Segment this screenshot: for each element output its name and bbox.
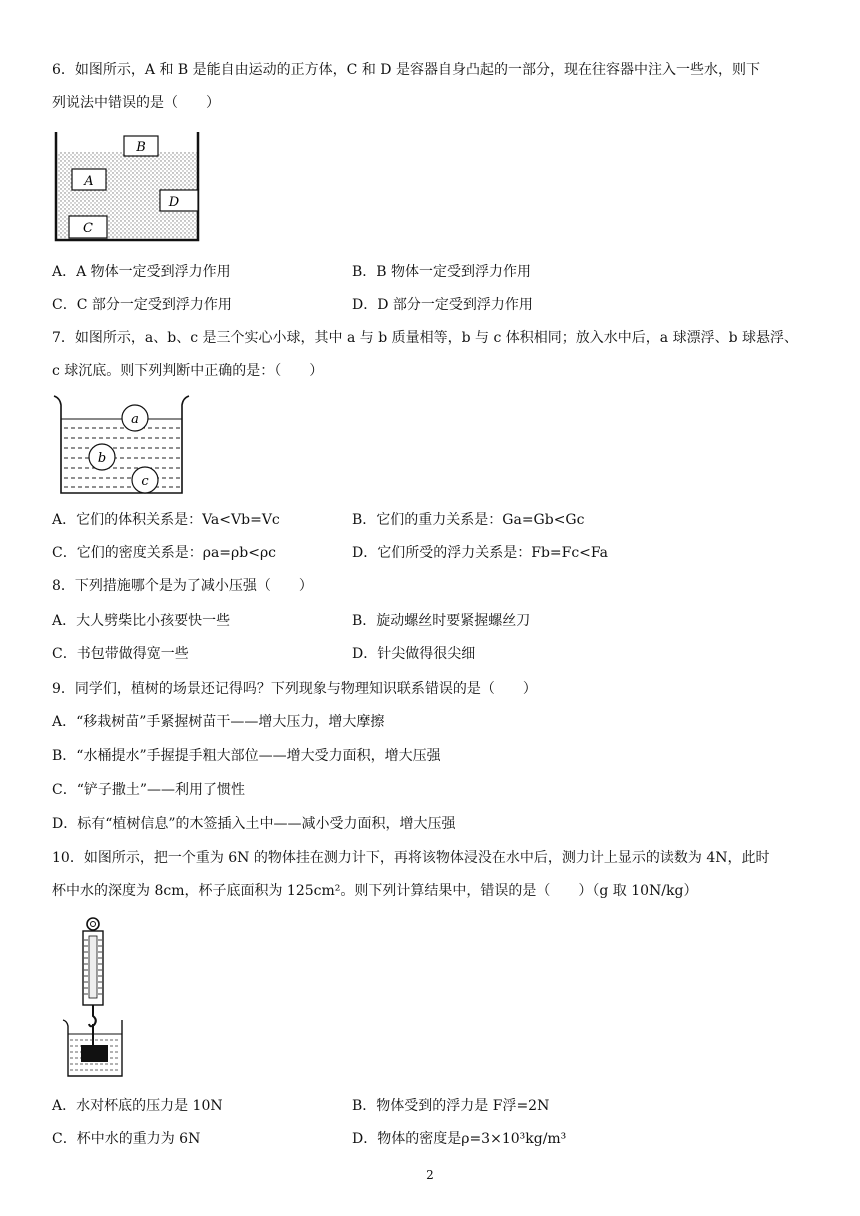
q10-option-a: A．水对杯底的压力是 10N	[52, 1098, 223, 1114]
q8-stem: 8．下列措施哪个是为了减小压强（ ）	[52, 578, 313, 594]
q7-label-b: b	[97, 451, 107, 466]
q10-stem-line2: 杯中水的深度为 8cm，杯子底面积为 125cm²。则下列计算结果中，错误的是（ ）（g 取 10N/kg）	[52, 883, 698, 899]
q6-label-c: C	[83, 221, 93, 236]
q6-option-c: C．C 部分一定受到浮力作用	[52, 297, 232, 313]
q6-stem-line1: 6．如图所示，A 和 B 是能自由运动的正方体，C 和 D 是容器自身凸起的一部分，现在往容器中注入一些水，则下	[52, 62, 760, 78]
q10-stem-line1: 10．如图所示，把一个重为 6N 的物体挂在测力计下，再将该物体浸没在水中后，测力计上显示的读数为 4N，此时	[52, 850, 770, 866]
q8-option-c: C．书包带做得宽一些	[52, 646, 189, 662]
q6-container-figure	[52, 128, 202, 244]
q7-stem-line1: 7．如图所示，a、b、c 是三个实心小球，其中 a 与 b 质量相等，b 与 c 体积相同；放入水中后，a 球漂浮、b 球悬浮、	[52, 330, 798, 346]
q8-option-d: D．针尖做得很尖细	[352, 646, 476, 662]
q6-stem-line2: 列说法中错误的是（ ）	[52, 95, 220, 111]
q9-option-d: D．标有“植树信息”的木签插入土中——减小受力面积，增大压强	[52, 816, 456, 832]
q9-option-c: C．“铲子撒土”——利用了惯性	[52, 782, 246, 798]
q7-option-b: B．它们的重力关系是：Ga=Gb<Gc	[352, 512, 585, 528]
q7-beaker-figure	[52, 393, 192, 499]
q9-stem: 9．同学们，植树的场景还记得吗？下列现象与物理知识联系错误的是（ ）	[52, 681, 537, 697]
q8-option-b: B．旋动螺丝时要紧握螺丝刀	[352, 613, 531, 629]
q7-option-c: C．它们的密度关系是：ρa=ρb<ρc	[52, 545, 277, 561]
q7-option-d: D．它们所受的浮力关系是：Fb=Fc<Fa	[352, 545, 609, 561]
q6-option-a: A．A 物体一定受到浮力作用	[52, 264, 231, 280]
q9-option-a: A．“移栽树苗”手紧握树苗干——增大压力，增大摩擦	[52, 714, 385, 730]
q9-option-b: B．“水桶提水”手握提手粗大部位——增大受力面积，增大压强	[52, 748, 441, 764]
q6-label-a: A	[84, 174, 94, 189]
q7-stem-line2: c 球沉底。则下列判断中正确的是：（ ）	[52, 363, 324, 379]
q10-option-c: C．杯中水的重力为 6N	[52, 1131, 201, 1147]
q8-option-a: A．大人劈柴比小孩要快一些	[52, 613, 231, 629]
q6-option-d: D．D 部分一定受到浮力作用	[352, 297, 533, 313]
q6-label-d: D	[168, 195, 180, 210]
q10-option-b: B．物体受到的浮力是 F浮=2N	[352, 1098, 550, 1114]
q10-spring-scale-figure	[60, 916, 130, 1080]
q6-label-b: B	[136, 140, 146, 155]
q7-label-a: a	[131, 412, 139, 427]
q7-option-a: A．它们的体积关系是：Va<Vb=Vc	[52, 512, 280, 528]
page-number: 2	[426, 1168, 434, 1182]
q6-option-b: B．B 物体一定受到浮力作用	[352, 264, 532, 280]
q7-label-c: c	[141, 474, 149, 489]
q10-option-d: D．物体的密度是ρ=3×10³kg/m³	[352, 1131, 567, 1147]
